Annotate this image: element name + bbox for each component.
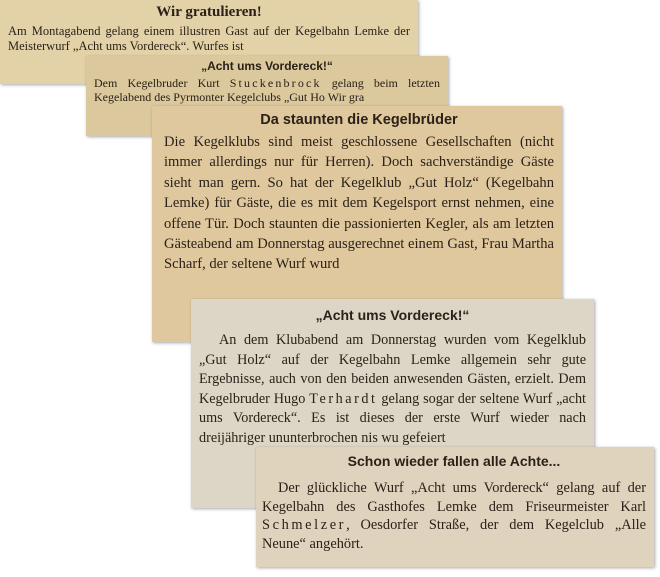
clipping-headline: Da staunten die Kegelbrüder [260, 112, 458, 128]
person-name: Terhardt [309, 390, 378, 407]
clipping-headline: „Acht ums Vordereck!“ [201, 59, 333, 73]
clipping-schon-wieder [256, 447, 654, 567]
clipping-body: Am Montagabend gelang einem illustren Gast auf der Kegelbahn Lemke der Meisterwurf „Acht ums Vordereck“. Wurfes ist [8, 24, 410, 53]
body-text: gelang beim letzten Kegelabend des Pyrmonter Kegelclubs „Gut Ho Wir gra [94, 76, 441, 104]
clipping-body [94, 76, 440, 104]
clipping-body [262, 479, 646, 553]
body-text: gelang sogar der seltene Wurf „acht ums Vordereck“. Es ist dieses der erste Wurf wieder nach dreijähriger ununterbrochen nis wu gefeiert [199, 390, 586, 446]
clipping-headline: Wir gratulieren! [156, 4, 262, 20]
person-name: Schmelzer [262, 517, 347, 534]
body-text: An dem Klubabend am Donnerstag wurden vom Kegelklub „Gut Holz“ auf der Kegelbahn Lemke allgemein sehr gute Ergebnisse, auch von den beiden anwesenden Gästen, erzielt. Dem Kegelbruder Hugo [199, 332, 586, 407]
clipping-headline: Schon wieder fallen alle Achte... [347, 453, 561, 469]
clipping-body [199, 331, 586, 449]
body-text: Der glückliche Wurf „Acht ums Vordereck“ gelang auf der Kegelbahn des Gasthofes Lemke dem Friseurmeister Karl [262, 480, 646, 515]
clipping-body: Die Kegelklubs sind meist geschlossene Gesellschaften (nicht immer allerdings nur für Herren). Doch sachverständige Gäste sieht man gern. So hat der Kegelklub „Gut Holz“ (Kegelbahn Lemke) für Gäste, die es mit dem Kegelsport ernst nehmen, eine offene Tür. Doch staunten die passionierten Kegler, als am letzten Gästeabend am Donnerstag ausgerechnet einem Gast, Frau Martha Scharf, der seltene Wurf wurd [164, 134, 554, 273]
body-text: Dem Kegelbruder Kurt [94, 76, 230, 90]
person-name: Stuckenbrock [229, 76, 322, 90]
body-text: , Oesdorfer Straße, der dem Kegelclub „Alle Neune“ angehört. [262, 517, 646, 552]
clipping-headline: „Acht ums Vordereck!“ [315, 307, 470, 323]
